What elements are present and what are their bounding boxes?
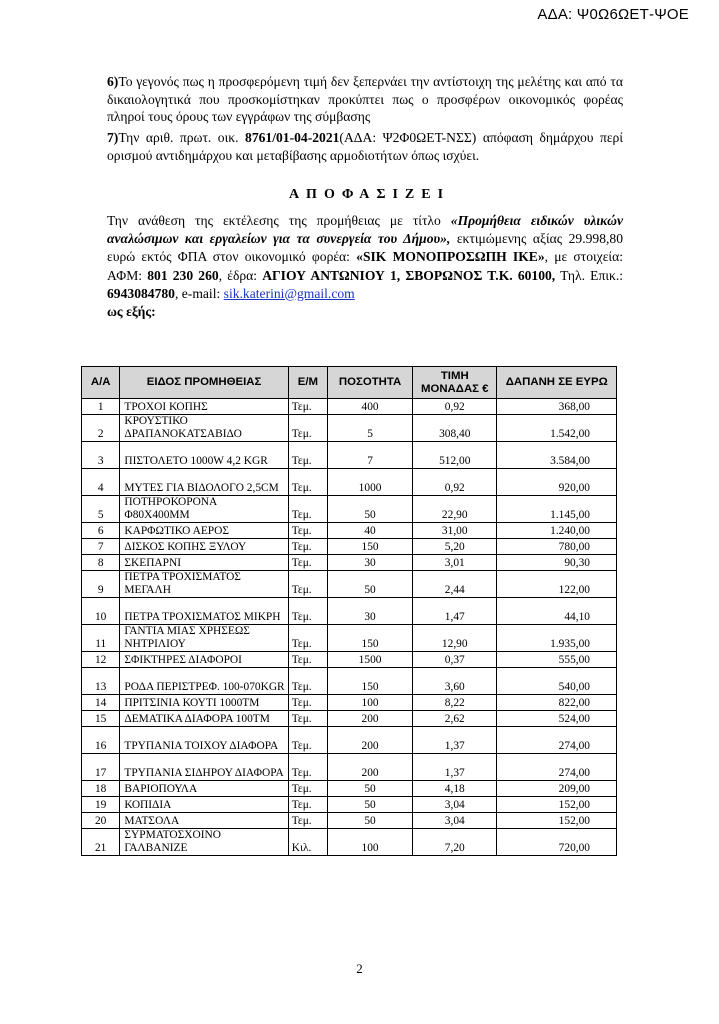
cell-unit-price: 2,62 xyxy=(413,711,497,727)
page-number: 2 xyxy=(356,961,363,976)
cell-total: 44,10 xyxy=(497,598,617,625)
table-row xyxy=(82,727,617,754)
cell-total: 152,00 xyxy=(497,797,617,813)
cell-description: ΚΑΡΦΩΤΙΚΟ ΑΕΡΟΣ xyxy=(120,523,288,539)
cell-description: ΠΟΤΗΡΟΚΟΡΟΝΑ Φ80Χ400ΜΜ xyxy=(120,496,288,523)
cell-description: ΠΕΤΡΑ ΤΡΟΧΙΣΜΑΤΟΣ ΜΕΓΑΛΗ xyxy=(120,571,288,598)
cell-unit: Τεμ. xyxy=(288,555,327,571)
cell-total: 780,00 xyxy=(497,539,617,555)
cell-unit-price: 512,00 xyxy=(413,442,497,469)
cell-aa: 20 xyxy=(82,813,120,829)
cell-aa: 5 xyxy=(82,496,120,523)
header-description: ΕΙΔΟΣ ΠΡΟΜΗΘΕΙΑΣ xyxy=(120,367,288,399)
cell-unit-price: 3,01 xyxy=(413,555,497,571)
cell-total: 555,00 xyxy=(497,652,617,668)
header-total: ΔΑΠΑΝΗ ΣΕ ΕΥΡΩ xyxy=(497,367,617,399)
cell-quantity: 150 xyxy=(328,668,413,695)
cell-unit-price: 3,04 xyxy=(413,813,497,829)
cell-unit-price: 3,60 xyxy=(413,668,497,695)
cell-description: ΔΕΜΑΤΙΚΑ ΔΙΑΦΟΡΑ 100ΤΜ xyxy=(120,711,288,727)
cell-total: 1.935,00 xyxy=(497,625,617,652)
cell-unit: Τεμ. xyxy=(288,652,327,668)
cell-unit-price: 5,20 xyxy=(413,539,497,555)
company-phone: 6943084780 xyxy=(107,285,175,301)
cell-aa: 10 xyxy=(82,598,120,625)
cell-aa: 12 xyxy=(82,652,120,668)
cell-aa: 1 xyxy=(82,399,120,415)
cell-description: ΔΙΣΚΟΣ ΚΟΠΗΣ ΞΥΛΟΥ xyxy=(120,539,288,555)
cell-quantity: 5 xyxy=(328,415,413,442)
table-row xyxy=(82,668,617,695)
table-row xyxy=(82,496,617,523)
cell-total: 274,00 xyxy=(497,754,617,781)
header-unit-price: ΤΙΜΗ ΜΟΝΑΔΑΣ € xyxy=(413,367,497,399)
cell-description: ΠΡΙΤΣΙΝΙΑ ΚΟΥΤΙ 1000ΤΜ xyxy=(120,695,288,711)
table-row xyxy=(82,754,617,781)
table-row xyxy=(82,652,617,668)
paragraph-7-number: 7) xyxy=(107,130,119,145)
cell-quantity: 50 xyxy=(328,813,413,829)
company-name: «SIK ΜΟΝΟΠΡΟΣΩΠΗ ΙΚΕ» xyxy=(356,249,545,265)
cell-description: ΤΡΟΧΟΙ ΚΟΠΗΣ xyxy=(120,399,288,415)
cell-description: ΣΥΡΜΑΤΟΣΧΟΙΝΟ ΓΑΛΒΑΝΙΖΕ xyxy=(120,829,288,856)
table-row xyxy=(82,571,617,598)
cell-unit: Τεμ. xyxy=(288,781,327,797)
table-row xyxy=(82,797,617,813)
cell-aa: 7 xyxy=(82,539,120,555)
cell-unit-price: 1,37 xyxy=(413,754,497,781)
cell-unit: Κιλ. xyxy=(288,829,327,856)
cell-total: 1.145,00 xyxy=(497,496,617,523)
company-afm: 801 230 260 xyxy=(147,267,219,283)
cell-total: 540,00 xyxy=(497,668,617,695)
decides-heading: ΑΠΟΦΑΣΙΖΕΙ xyxy=(288,187,451,202)
cell-aa: 16 xyxy=(82,727,120,754)
cell-unit: Τεμ. xyxy=(288,754,327,781)
cell-unit-price: 7,20 xyxy=(413,829,497,856)
cell-unit: Τεμ. xyxy=(288,711,327,727)
cell-unit-price: 8,22 xyxy=(413,695,497,711)
cell-description: ΚΟΠΙΔΙΑ xyxy=(120,797,288,813)
cell-unit: Τεμ. xyxy=(288,813,327,829)
company-email-link[interactable]: sik.katerini@gmail.com xyxy=(223,285,355,301)
cell-quantity: 150 xyxy=(328,539,413,555)
cell-quantity: 150 xyxy=(328,625,413,652)
cell-unit: Τεμ. xyxy=(288,797,327,813)
procurement-title: «Προμήθεια ειδικών υλικών αναλώσιμων και εργαλείων για τα συνεργεία του Δήμου», xyxy=(107,213,623,247)
cell-quantity: 1000 xyxy=(328,469,413,496)
cell-quantity: 200 xyxy=(328,754,413,781)
table-row xyxy=(82,442,617,469)
cell-unit: Τεμ. xyxy=(288,442,327,469)
cell-description: ΠΕΤΡΑ ΤΡΟΧΙΣΜΑΤΟΣ ΜΙΚΡΗ xyxy=(120,598,288,625)
cell-unit-price: 2,44 xyxy=(413,571,497,598)
cell-aa: 18 xyxy=(82,781,120,797)
cell-description: ΜΑΤΣΟΛΑ xyxy=(120,813,288,829)
cell-aa: 21 xyxy=(82,829,120,856)
cell-aa: 6 xyxy=(82,523,120,539)
paragraph-7-text-2: (ΑΔΑ: Ψ2Φ0ΩΕΤ-ΝΣΣ) απόφαση δημάρχου περί ορισμού αντιδημάρχου και μεταβίβασης αρμοδιοτήτων όπως ισχύει. xyxy=(107,130,623,163)
cell-aa: 17 xyxy=(82,754,120,781)
cell-aa: 19 xyxy=(82,797,120,813)
cell-unit-price: 0,92 xyxy=(413,399,497,415)
award-text-1: Την ανάθεση της εκτέλεσης της προμήθειας με τίτλο xyxy=(107,213,451,228)
award-text-7: ως εξής: xyxy=(107,304,156,320)
table-row xyxy=(82,598,617,625)
cell-quantity: 7 xyxy=(328,442,413,469)
award-text-3: , με στοιχεία: ΑΦΜ: xyxy=(107,249,623,283)
cell-total: 920,00 xyxy=(497,469,617,496)
cell-total: 3.584,00 xyxy=(497,442,617,469)
cell-total: 368,00 xyxy=(497,399,617,415)
cell-quantity: 1500 xyxy=(328,652,413,668)
cell-unit: Τεμ. xyxy=(288,523,327,539)
cell-unit: Τεμ. xyxy=(288,625,327,652)
header-aa: Α/Α xyxy=(82,367,120,399)
cell-quantity: 100 xyxy=(328,829,413,856)
items-table xyxy=(81,366,617,856)
cell-description: ΚΡΟΥΣΤΙΚΟ ΔΡΑΠΑΝΟΚΑΤΣΑΒΙΔΟ xyxy=(120,415,288,442)
table-row xyxy=(82,781,617,797)
cell-aa: 4 xyxy=(82,469,120,496)
cell-unit: Τεμ. xyxy=(288,727,327,754)
cell-unit-price: 4,18 xyxy=(413,781,497,797)
cell-description: ΣΦΙΚΤΗΡΕΣ ΔΙΑΦΟΡΟΙ xyxy=(120,652,288,668)
award-text-4: , έδρα: xyxy=(218,267,263,283)
cell-quantity: 50 xyxy=(328,571,413,598)
cell-unit: Τεμ. xyxy=(288,496,327,523)
cell-quantity: 30 xyxy=(328,598,413,625)
cell-total: 152,00 xyxy=(497,813,617,829)
cell-description: ΤΡΥΠΑΝΙΑ ΣΙΔΗΡΟΥ ΔΙΑΦΟΡΑ xyxy=(120,754,288,781)
company-address: ΑΓΙΟΥ ΑΝΤΩΝΙΟΥ 1, ΣΒΟΡΩΝΟΣ Τ.Κ. 60100, xyxy=(262,267,556,283)
cell-description: ΡΟΔΑ ΠΕΡΙΣΤΡΕΦ. 100-070KGR xyxy=(120,668,288,695)
table-row xyxy=(82,711,617,727)
table-row xyxy=(82,399,617,415)
cell-aa: 8 xyxy=(82,555,120,571)
cell-unit-price: 31,00 xyxy=(413,523,497,539)
cell-quantity: 40 xyxy=(328,523,413,539)
cell-total: 209,00 xyxy=(497,781,617,797)
cell-quantity: 50 xyxy=(328,797,413,813)
cell-total: 524,00 xyxy=(497,711,617,727)
cell-description: ΒΑΡΙΟΠΟΥΛΑ xyxy=(120,781,288,797)
cell-quantity: 30 xyxy=(328,555,413,571)
cell-description: ΣΚΕΠΑΡΝΙ xyxy=(120,555,288,571)
cell-aa: 2 xyxy=(82,415,120,442)
header-quantity: ΠΟΣΟΤΗΤΑ xyxy=(328,367,413,399)
award-paragraph xyxy=(107,212,623,321)
cell-aa: 13 xyxy=(82,668,120,695)
cell-total: 90,30 xyxy=(497,555,617,571)
cell-aa: 9 xyxy=(82,571,120,598)
award-text-5: Τηλ. Επικ.: xyxy=(555,267,624,283)
cell-unit-price: 0,92 xyxy=(413,469,497,496)
cell-unit: Τεμ. xyxy=(288,539,327,555)
cell-unit-price: 12,90 xyxy=(413,625,497,652)
table-row xyxy=(82,555,617,571)
cell-quantity: 50 xyxy=(328,781,413,797)
cell-description: ΜΥΤΕΣ ΓΙΑ ΒΙΔΟΛΟΓΟ 2,5CM xyxy=(120,469,288,496)
table-row xyxy=(82,415,617,442)
cell-unit-price: 1,37 xyxy=(413,727,497,754)
cell-quantity: 200 xyxy=(328,727,413,754)
cell-unit: Τεμ. xyxy=(288,399,327,415)
paragraph-6-text: Το γεγονός πως η προσφερόμενη τιμή δεν ξεπερνάει την αντίστοιχη της μελέτης και από τα δικαιολογητικά που προσκομίστηκαν προκύπτει πως ο προσφέρων οικονομικός φορέας πληροί τους όρους των εγγράφων της σύμβασης xyxy=(107,74,623,124)
table-body xyxy=(82,399,617,856)
award-text-2: εκτιμώμενης αξίας 29.998,80 ευρώ εκτός ΦΠΑ στον οικονομικό φορέα: xyxy=(107,231,624,265)
cell-total: 1.542,00 xyxy=(497,415,617,442)
paragraph-7 xyxy=(107,129,623,164)
cell-unit-price: 0,37 xyxy=(413,652,497,668)
cell-unit: Τεμ. xyxy=(288,695,327,711)
cell-aa: 14 xyxy=(82,695,120,711)
cell-description: ΤΡΥΠΑΝΙΑ ΤΟΙΧΟΥ ΔΙΑΦΟΡΑ xyxy=(120,727,288,754)
header-unit: Ε/Μ xyxy=(288,367,327,399)
cell-quantity: 100 xyxy=(328,695,413,711)
cell-unit: Τεμ. xyxy=(288,571,327,598)
cell-unit: Τεμ. xyxy=(288,469,327,496)
cell-aa: 3 xyxy=(82,442,120,469)
cell-quantity: 50 xyxy=(328,496,413,523)
cell-description: ΠΙΣΤΟΛΕΤΟ 1000W 4,2 KGR xyxy=(120,442,288,469)
cell-unit-price: 308,40 xyxy=(413,415,497,442)
cell-unit: Τεμ. xyxy=(288,668,327,695)
cell-description: ΓΑΝΤΙΑ ΜΙΑΣ ΧΡΗΣΕΩΣ ΝΗΤΡΙΛΙΟΥ xyxy=(120,625,288,652)
cell-unit-price: 3,04 xyxy=(413,797,497,813)
ada-code: ΑΔΑ: Ψ0Ω6ΩΕΤ-ΨΟΕ xyxy=(537,6,689,23)
table-row xyxy=(82,829,617,856)
cell-unit: Τεμ. xyxy=(288,415,327,442)
cell-total: 274,00 xyxy=(497,727,617,754)
cell-unit: Τεμ. xyxy=(288,598,327,625)
paragraph-7-text-1: Την αριθ. πρωτ. οικ. xyxy=(118,130,246,145)
cell-total: 822,00 xyxy=(497,695,617,711)
cell-aa: 11 xyxy=(82,625,120,652)
paragraph-6-number: 6) xyxy=(107,74,119,89)
table-row xyxy=(82,539,617,555)
cell-unit-price: 22,90 xyxy=(413,496,497,523)
cell-total: 720,00 xyxy=(497,829,617,856)
protocol-number: 8761/01-04-2021 xyxy=(245,130,340,145)
cell-quantity: 200 xyxy=(328,711,413,727)
paragraph-6 xyxy=(107,73,623,126)
cell-aa: 15 xyxy=(82,711,120,727)
table-row xyxy=(82,523,617,539)
table-row xyxy=(82,695,617,711)
award-text-6: , e-mail: xyxy=(174,285,224,301)
table-row xyxy=(82,625,617,652)
cell-unit-price: 1,47 xyxy=(413,598,497,625)
cell-total: 1.240,00 xyxy=(497,523,617,539)
table-header-row xyxy=(82,367,617,399)
table-row xyxy=(82,469,617,496)
cell-total: 122,00 xyxy=(497,571,617,598)
table-row xyxy=(82,813,617,829)
cell-quantity: 400 xyxy=(328,399,413,415)
